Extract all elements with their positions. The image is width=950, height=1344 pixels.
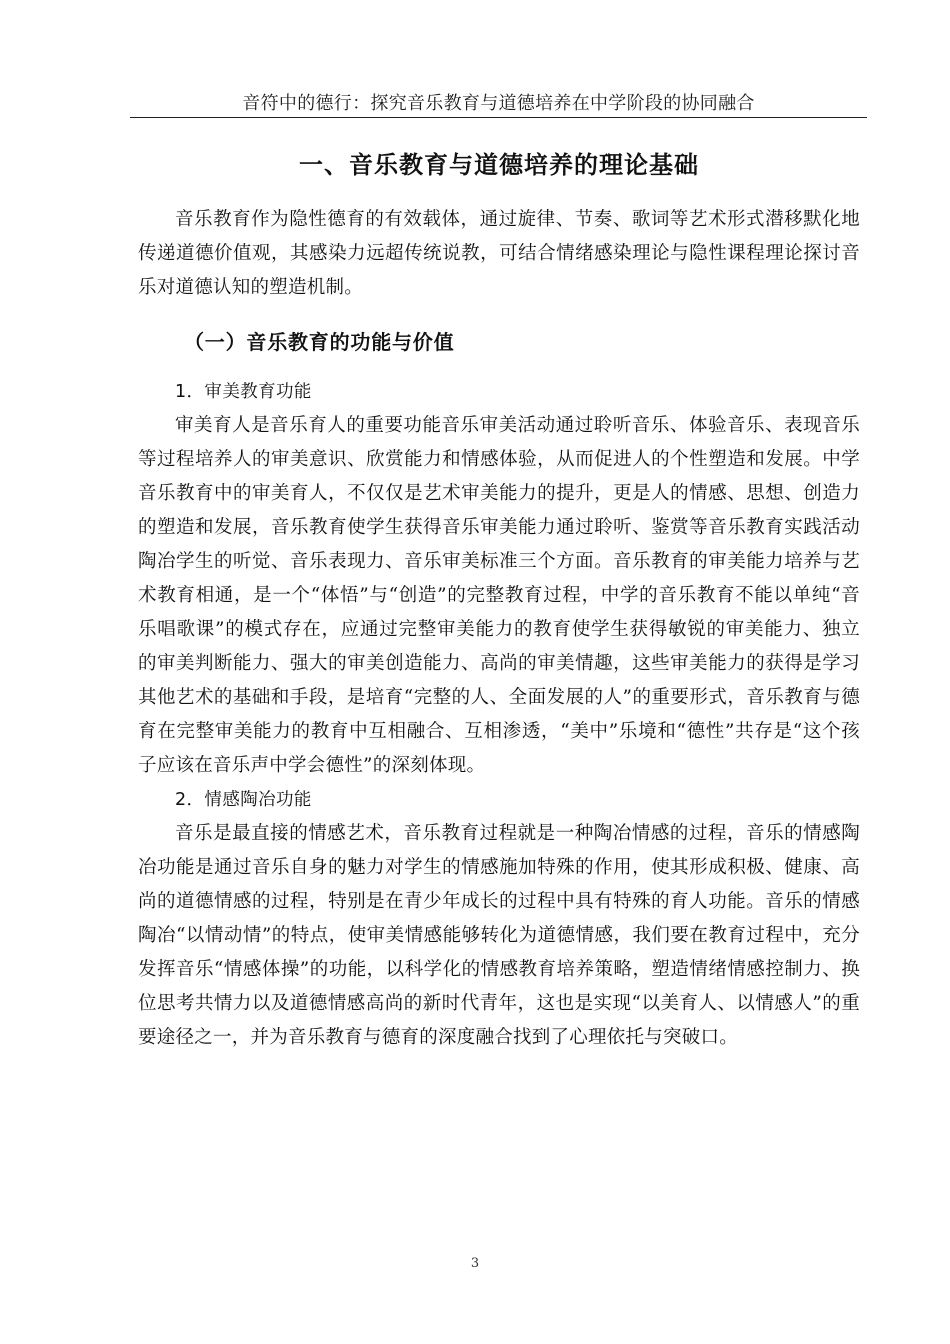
running-header: 音符中的德行：探究音乐教育与道德培养在中学阶段的协同融合 (242, 93, 755, 114)
chapter-intro-paragraph: 音乐教育作为隐性德育的有效载体，通过旋律、节奏、歌词等艺术形式潜移默化地传递道德价值观，其感染力远超传统说教，可结合情绪感染理论与隐性课程理论探讨音乐对道德认知的塑造机制。 (138, 209, 860, 298)
header-divider (130, 117, 867, 118)
subsection-title-emotional: 2．情感陶冶功能 (175, 790, 312, 810)
emotional-function-paragraph: 音乐是最直接的情感艺术，音乐教育过程就是一种陶冶情感的过程，音乐的情感陶冶功能是通过音乐自身的魅力对学生的情感施加特殊的作用，使其形成积极、健康、高尚的道德情感的过程，特别是在青少年成长的过程中具有特殊的育人功能。音乐的情感陶冶“以情动情”的特点，使审美情感能够转化为道德情感，我们要在教育过程中，充分发挥音乐“情感体操”的功能，以科学化的情感教育培养策略，塑造情绪情感控制力、换位思考共情力以及道德情感高尚的新时代青年，这也是实现“以美育人、以情感人”的重要途径之一，并为音乐教育与德育的深度融合找到了心理依托与突破口。 (138, 823, 860, 1048)
chapter-title: 一、音乐教育与道德培养的理论基础 (299, 151, 699, 179)
page-number: 3 (470, 1256, 480, 1271)
aesthetic-function-paragraph: 审美育人是音乐育人的重要功能音乐审美活动通过聆听音乐、体验音乐、表现音乐等过程培养人的审美意识、欣赏能力和情感体验，从而促进人的个性塑造和发展。中学音乐教育中的审美育人，不仅仅是艺术审美能力的提升，更是人的情感、思想、创造力的塑造和发展，音乐教育使学生获得音乐审美能力通过聆听、鉴赏等音乐教育实践活动陶冶学生的听觉、音乐表现力、音乐审美标准三个方面。音乐教育的审美能力培养与艺术教育相通，是一个“体悟”与“创造”的完整教育过程，中学的音乐教育不能以单纯“音乐唱歌课”的模式存在，应通过完整审美能力的教育使学生获得敏锐的审美能力、独立的审美判断能力、强大的审美创造能力、高尚的审美情趣，这些审美能力的获得是学习其他艺术的基础和手段，是培育“完整的人、全面发展的人”的重要形式，音乐教育与德育在完整审美能力的教育中互相融合、互相渗透，“美中”乐境和“德性”共存是“这个孩子应该在音乐声中学会德性”的深刻体现。 (138, 415, 860, 776)
page-body (138, 145, 860, 1055)
subsection-title-aesthetic: 1．审美教育功能 (175, 382, 312, 402)
section-title: （一）音乐教育的功能与价值 (184, 330, 455, 354)
